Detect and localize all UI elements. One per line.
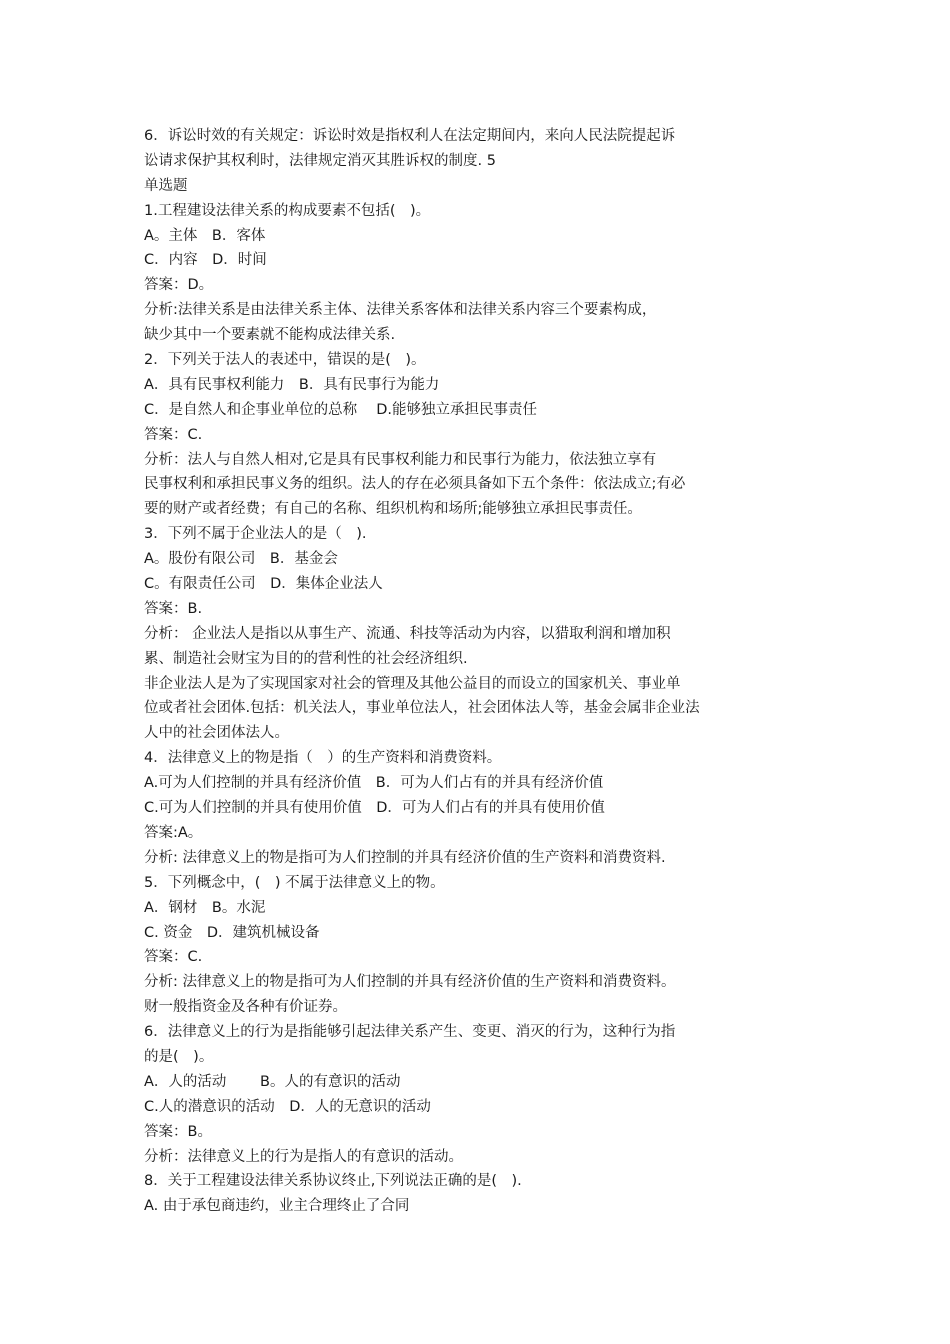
question-5: 5．下列概念中，( ) 不属于法律意义上的物。 (144, 874, 445, 891)
question-6-options: A．人的活动 B。人的有意识的活动 (144, 1073, 401, 1090)
question-6: 6．法律意义上的行为是指能够引起法律关系产生、变更、消灭的行为，这种行为指 (144, 1024, 676, 1041)
question-2-answer: 答案：C. (144, 426, 203, 443)
question-4-answer: 答案:A。 (144, 824, 203, 841)
section-heading: 单选题 (144, 177, 188, 194)
question-5-analysis: 财一般指资金及各种有价证券。 (144, 999, 347, 1016)
question-3: 3．下列不属于企业法人的是（ ). (144, 526, 367, 543)
question-1-analysis: 缺少其中一个要素就不能构成法律关系. (144, 327, 396, 344)
question-1-options: A。主体 B．客体 (144, 227, 266, 244)
question-2-options: C．是自然人和企事业单位的总称 D.能够独立承担民事责任 (144, 401, 538, 418)
question-5-answer: 答案：C. (144, 949, 203, 966)
question-3-analysis: 分析： 企业法人是指以从事生产、流通、科技等活动为内容，以猎取利润和增加积 (144, 625, 671, 642)
question-1-analysis: 分析:法律关系是由法律关系主体、法律关系客体和法律关系内容三个要素构成， (144, 302, 657, 319)
question-2-options: A．具有民事权利能力 B．具有民事行为能力 (144, 376, 440, 393)
question-3-options: C。有限责任公司 D．集体企业法人 (144, 576, 383, 593)
question-5-options: C. 资金 D．建筑机械设备 (144, 924, 320, 941)
question-4-options: C.可为人们控制的并具有使用价值 D．可为人们占有的并具有使用价值 (144, 800, 605, 817)
question-5-options: A．钢材 B。水泥 (144, 899, 266, 916)
question-2-analysis: 民事权利和承担民事义务的组织。法人的存在必须具备如下五个条件：依法成立;有必 (144, 476, 686, 493)
text-line: 讼请求保护其权利时，法律规定消灭其胜诉权的制度. 5 (144, 152, 496, 169)
question-1-options: C．内容 D．时间 (144, 252, 267, 269)
question-1: 1.工程建设法律关系的构成要素不包括( )。 (144, 202, 431, 219)
question-3-analysis: 人中的社会团体法人。 (144, 725, 289, 742)
text-line: 6．诉讼时效的有关规定：诉讼时效是指权利人在法定期间内，来向人民法院提起诉 (144, 128, 676, 144)
question-6: 的是( )。 (144, 1048, 214, 1065)
question-3-analysis: 非企业法人是为了实现国家对社会的管理及其他公益目的而设立的国家机关、事业单 (144, 675, 681, 692)
question-8: 8．关于工程建设法律关系协议终止,下列说法正确的是( ). (144, 1173, 522, 1190)
question-2-analysis: 分析：法人与自然人相对,它是具有民事权利能力和民事行为能力，依法独立享有 (144, 451, 657, 468)
question-6-answer: 答案：B。 (144, 1123, 212, 1140)
question-3-answer: 答案：B. (144, 600, 203, 617)
question-6-options: C.人的潜意识的活动 D．人的无意识的活动 (144, 1098, 431, 1115)
question-3-analysis: 累、制造社会财宝为目的的营利性的社会经济组织. (144, 650, 468, 667)
question-8-options: A. 由于承包商违约，业主合理终止了合同 (144, 1198, 410, 1215)
question-3-options: A。股份有限公司 B．基金会 (144, 551, 338, 568)
question-3-analysis: 位或者社会团体.包括：机关法人，事业单位法人，社会团体法人等，基金会属非企业法 (144, 700, 700, 717)
question-5-analysis: 分析: 法律意义上的物是指可为人们控制的并具有经济价值的生产资料和消费资料。 (144, 974, 676, 991)
question-2-analysis: 要的财产或者经费；有自己的名称、组织机构和场所;能够独立承担民事责任。 (144, 501, 642, 518)
question-4-options: A.可为人们控制的并具有经济价值 B．可为人们占有的并具有经济价值 (144, 775, 604, 792)
question-4-analysis: 分析: 法律意义上的物是指可为人们控制的并具有经济价值的生产资料和消费资料. (144, 849, 666, 866)
question-1-answer: 答案：D。 (144, 277, 214, 294)
question-4: 4．法律意义上的物是指（ ）的生产资料和消费资料。 (144, 750, 502, 767)
question-6-analysis: 分析：法律意义上的行为是指人的有意识的活动。 (144, 1148, 463, 1165)
question-2: 2．下列关于法人的表述中，错误的是( )。 (144, 352, 426, 369)
document-body (144, 124, 824, 1219)
